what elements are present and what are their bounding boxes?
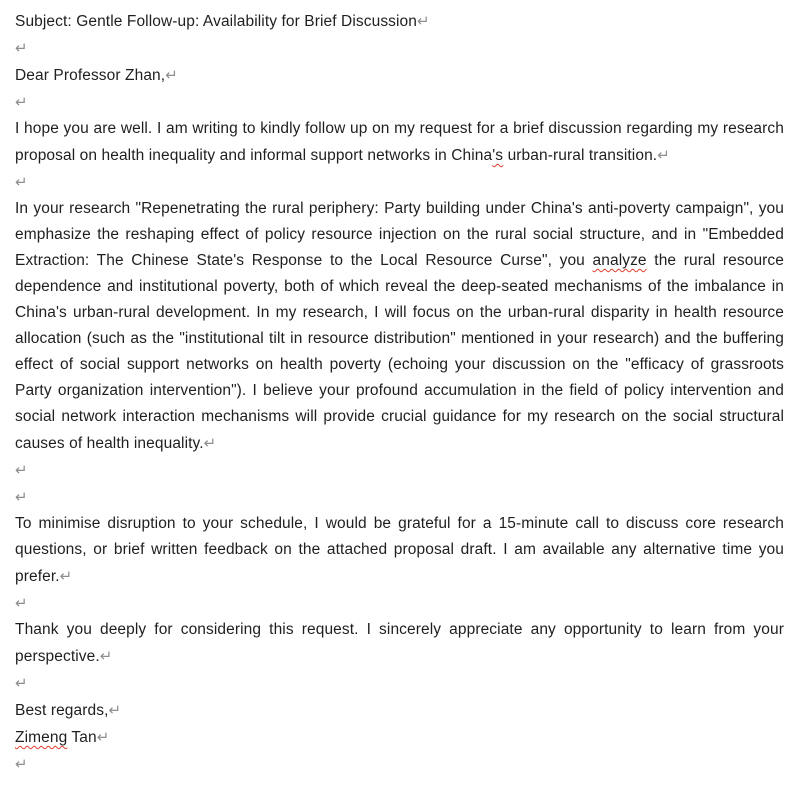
paragraph-mark-icon: ↵ <box>15 173 28 191</box>
greeting-text: Dear Professor Zhan, <box>15 67 166 84</box>
empty-line[interactable] <box>15 590 784 617</box>
body-paragraph-4[interactable] <box>15 617 784 670</box>
paragraph-text: urban-rural transition. <box>503 147 658 164</box>
subject-text: Subject: Gentle Follow-up: Availability for Brief Discussion <box>15 13 417 30</box>
greeting-line[interactable] <box>15 62 784 89</box>
paragraph-mark-icon: ↵ <box>15 461 28 479</box>
empty-line[interactable] <box>15 484 784 511</box>
paragraph-text: To minimise disruption to your schedule, I would be grateful for a 15-minute call to discuss core research questions, or brief written feedback on the attached proposal draft. I am available any alternative time you prefer. <box>15 515 784 585</box>
misspelled-word: 's <box>492 147 504 164</box>
empty-line[interactable] <box>15 35 784 62</box>
paragraph-text: Thank you deeply for considering this request. I sincerely appreciate any opportunity to learn from your perspective. <box>15 621 784 665</box>
empty-line[interactable] <box>15 670 784 697</box>
body-paragraph-1[interactable] <box>15 116 784 169</box>
paragraph-text: the rural resource dependence and institutional poverty, both of which reveal the deep-seated mechanisms of the imbalance in China's urban-rural development. In my research, I will focus on the urban-rural disparity in health resource allocation (such as the "institutional tilt in resource distribution" mentioned in your research) and the buffering effect of social support networks on health poverty (echoing your discussion on the "efficacy of grassroots Party organization intervention"). I believe your profound accumulation in the field of policy intervention and social network interaction mechanisms will provide crucial guidance for my research on the social structural causes of health inequality. <box>15 252 784 452</box>
paragraph-mark-icon: ↵ <box>15 594 28 612</box>
body-paragraph-2[interactable] <box>15 196 784 457</box>
empty-line[interactable] <box>15 457 784 484</box>
paragraph-mark-icon: ↵ <box>15 39 28 57</box>
body-paragraph-3[interactable] <box>15 511 784 590</box>
paragraph-mark-icon: ↵ <box>59 567 73 585</box>
misspelled-word: Zimeng <box>15 729 68 746</box>
empty-line[interactable] <box>15 751 784 778</box>
signature-text: Tan <box>67 729 97 746</box>
signature-line[interactable] <box>15 724 784 751</box>
subject-line[interactable] <box>15 8 784 35</box>
paragraph-mark-icon: ↵ <box>15 488 28 506</box>
paragraph-mark-icon: ↵ <box>203 434 217 452</box>
paragraph-mark-icon: ↵ <box>165 66 178 84</box>
empty-line[interactable] <box>15 169 784 196</box>
paragraph-mark-icon: ↵ <box>96 728 110 746</box>
paragraph-text: In your research "Repenetrating the rural periphery: Party building under China's anti-poverty campaign", you emphasize the reshaping effect of policy resource injection on the rural social structure, and in "Embedded Extraction: The Chinese State's Response to the Local Resource Curse", you <box>15 200 784 269</box>
paragraph-mark-icon: ↵ <box>657 146 670 164</box>
paragraph-mark-icon: ↵ <box>99 647 113 665</box>
paragraph-mark-icon: ↵ <box>15 93 28 111</box>
paragraph-mark-icon: ↵ <box>15 755 28 773</box>
paragraph-text: I hope you are well. I am writing to kindly follow up on my request for a brief discussion regarding my research proposal on health inequality and informal support networks in China <box>15 120 784 164</box>
paragraph-mark-icon: ↵ <box>108 701 122 719</box>
paragraph-mark-icon: ↵ <box>417 12 430 30</box>
empty-line[interactable] <box>15 89 784 116</box>
misspelled-word: analyze <box>592 252 647 269</box>
closing-text: Best regards, <box>15 702 109 719</box>
closing-line[interactable] <box>15 697 784 724</box>
paragraph-mark-icon: ↵ <box>15 674 28 692</box>
